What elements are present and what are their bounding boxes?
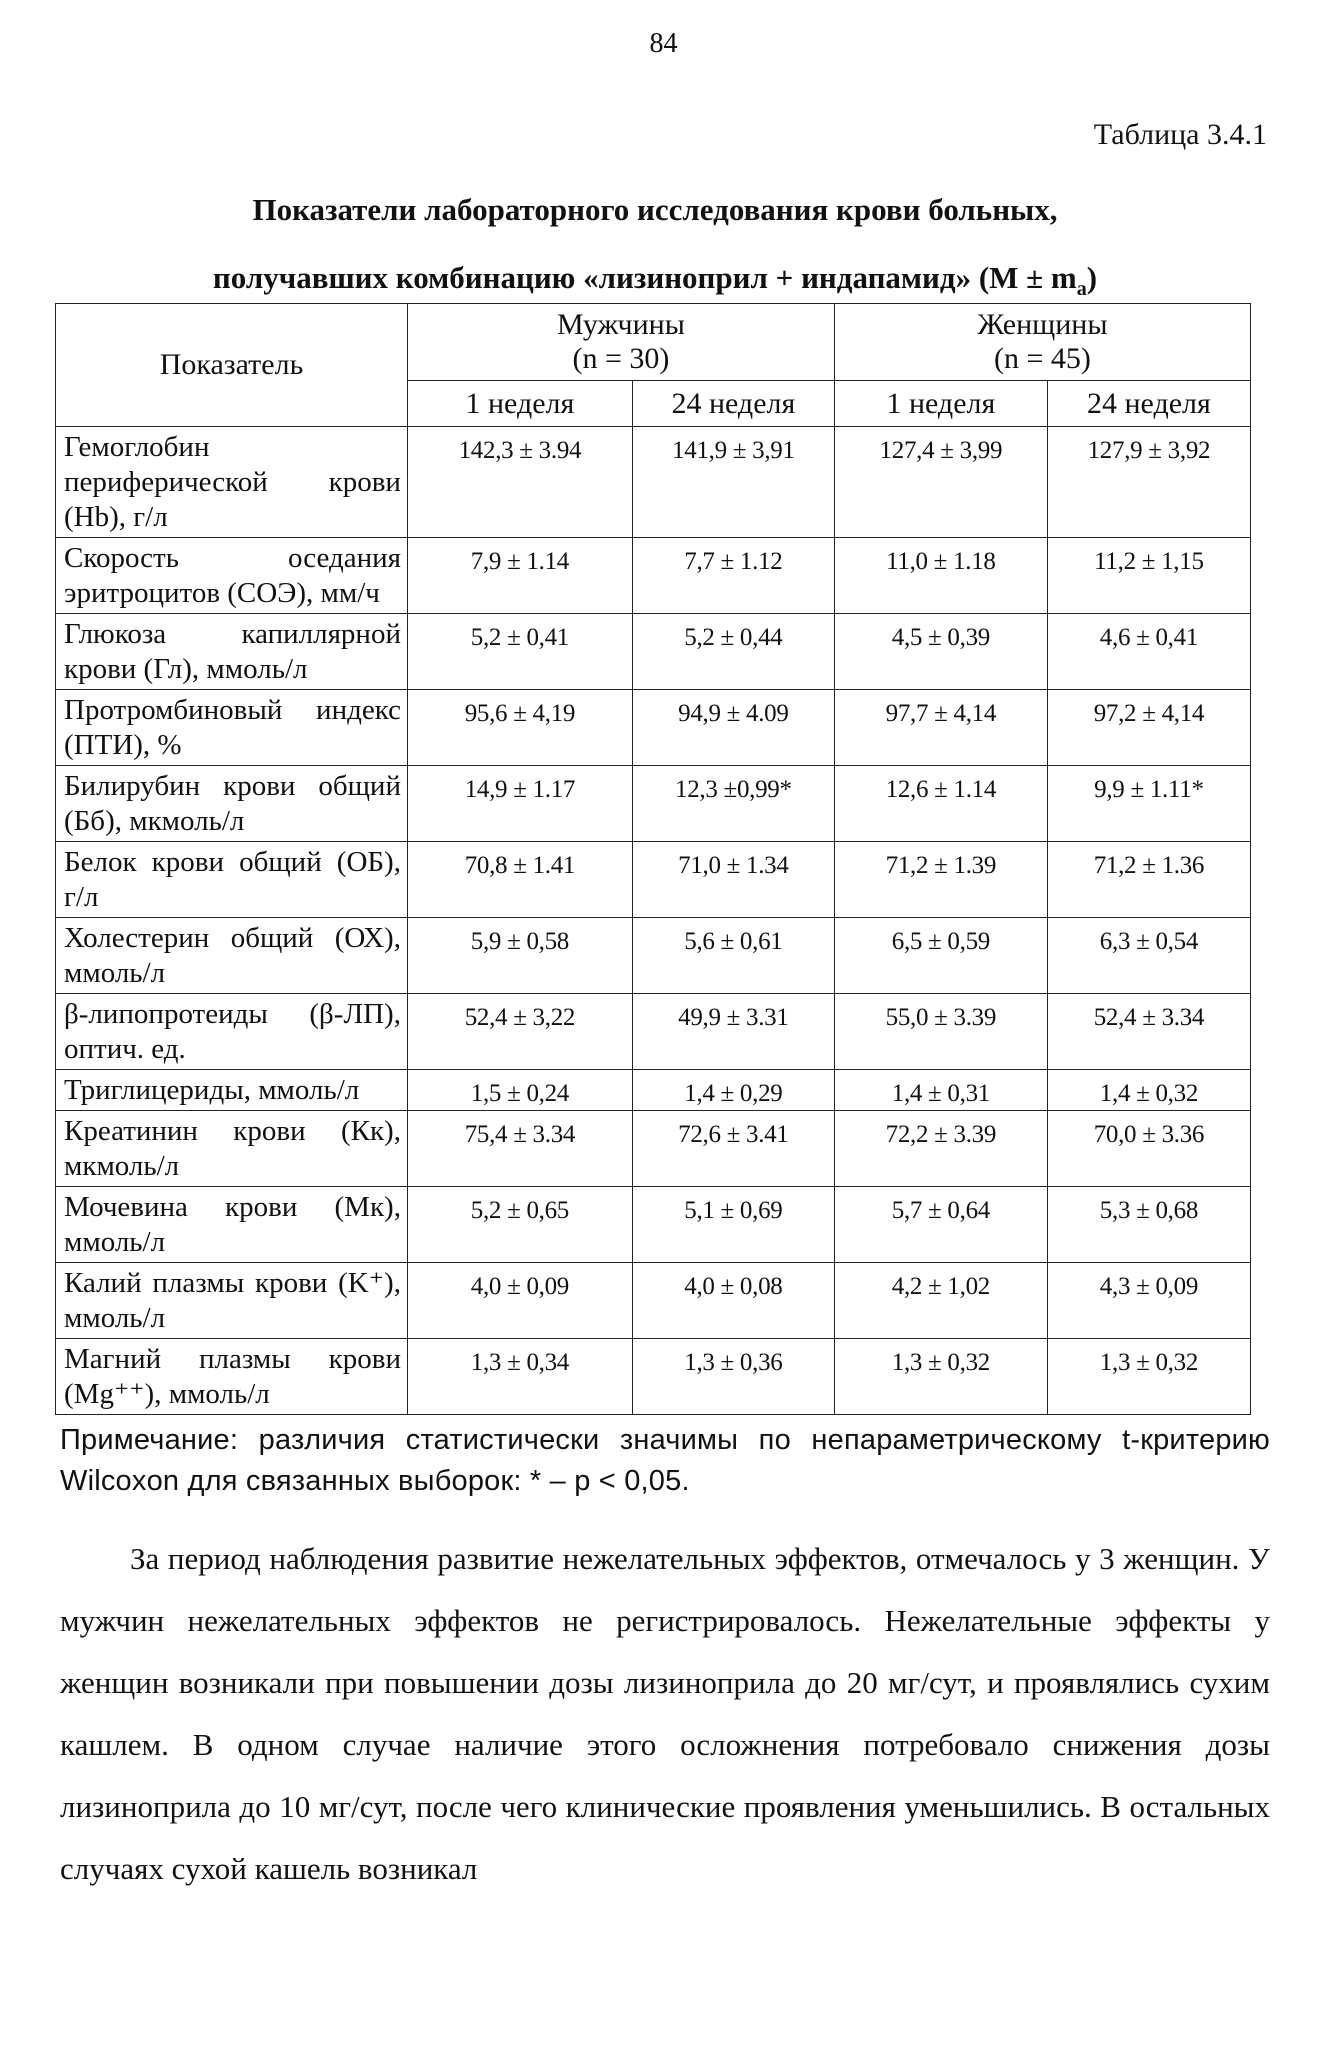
value-cell: 4,5 ± 0,39 <box>834 614 1047 690</box>
table-row <box>56 690 1251 766</box>
value-cell: 5,9 ± 0,58 <box>407 918 632 994</box>
value-cell: 70,8 ± 1.41 <box>407 842 632 918</box>
value-cell: 95,6 ± 4,19 <box>407 690 632 766</box>
value-cell: 97,7 ± 4,14 <box>834 690 1047 766</box>
value-cell: 1,3 ± 0,32 <box>834 1339 1047 1415</box>
table-body <box>56 427 1251 1415</box>
table-row <box>56 538 1251 614</box>
value-cell: 72,2 ± 3.39 <box>834 1111 1047 1187</box>
value-cell: 6,3 ± 0,54 <box>1047 918 1250 994</box>
indicator-cell: Глюкоза капиллярной крови (Гл), ммоль/л <box>56 614 408 690</box>
table-title-line-2-text: получавших комбинацию «лизиноприл + индапамид» (M ± m <box>212 260 1077 295</box>
value-cell: 12,3 ±0,99* <box>632 766 834 842</box>
table-row <box>56 1339 1251 1415</box>
indicator-cell: Холестерин общий (ОХ), ммоль/л <box>56 918 408 994</box>
value-cell: 4,3 ± 0,09 <box>1047 1263 1250 1339</box>
indicator-cell: Гемоглобин периферической крови (Hb), г/л <box>56 427 408 538</box>
table-title-subscript: a <box>1076 278 1087 301</box>
value-cell: 4,2 ± 1,02 <box>834 1263 1047 1339</box>
body-paragraph: За период наблюдения развитие нежелательных эффектов, отмечалось у 3 женщин. У мужчин нежелательных эффектов не регистрировалось. Нежелательные эффекты у женщин возникали при повышении дозы лизиноприла до 20 мг/сут, и проявлялись сухим кашлем. В одном случае наличие этого осложнения потребовало снижения дозы лизиноприла до 10 мг/сут, после чего клинические проявления уменьшились. В остальных случаях сухой кашель возникал <box>60 1541 1270 1886</box>
value-cell: 1,4 ± 0,29 <box>632 1070 834 1111</box>
table-title-line-1: Показатели лабораторного исследования крови больных, <box>252 192 1058 227</box>
value-cell: 11,2 ± 1,15 <box>1047 538 1250 614</box>
table-title <box>40 176 1270 323</box>
header-indicator: Показатель <box>56 304 408 427</box>
value-cell: 5,7 ± 0,64 <box>834 1187 1047 1263</box>
indicator-cell: Калий плазмы крови (K⁺), ммоль/л <box>56 1263 408 1339</box>
value-cell: 1,4 ± 0,31 <box>834 1070 1047 1111</box>
header-group-men-name: Мужчины <box>557 308 685 342</box>
table-row <box>56 994 1251 1070</box>
value-cell: 142,3 ± 3.94 <box>407 427 632 538</box>
value-cell: 1,3 ± 0,36 <box>632 1339 834 1415</box>
value-cell: 5,2 ± 0,44 <box>632 614 834 690</box>
table-row <box>56 1070 1251 1111</box>
value-cell: 55,0 ± 3.39 <box>834 994 1047 1070</box>
header-group-women-name: Женщины <box>977 308 1108 342</box>
header-group-men <box>407 304 834 381</box>
indicator-cell: Мочевина крови (Мк), ммоль/л <box>56 1187 408 1263</box>
table-row <box>56 1263 1251 1339</box>
table-row <box>56 614 1251 690</box>
value-cell: 4,0 ± 0,09 <box>407 1263 632 1339</box>
value-cell: 1,5 ± 0,24 <box>407 1070 632 1111</box>
value-cell: 94,9 ± 4.09 <box>632 690 834 766</box>
value-cell: 6,5 ± 0,59 <box>834 918 1047 994</box>
header-group-men-n: (n = 30) <box>572 342 670 376</box>
value-cell: 97,2 ± 4,14 <box>1047 690 1250 766</box>
indicator-cell: Магний плазмы крови (Mg⁺⁺), ммоль/л <box>56 1339 408 1415</box>
table-row <box>56 766 1251 842</box>
header-week: 24 неделя <box>1047 381 1250 427</box>
indicator-cell: β-липопротеиды (β-ЛП), оптич. ед. <box>56 994 408 1070</box>
value-cell: 71,2 ± 1.39 <box>834 842 1047 918</box>
indicator-cell: Протромбиновый индекс (ПТИ), % <box>56 690 408 766</box>
value-cell: 127,4 ± 3,99 <box>834 427 1047 538</box>
value-cell: 11,0 ± 1.18 <box>834 538 1047 614</box>
value-cell: 5,3 ± 0,68 <box>1047 1187 1250 1263</box>
value-cell: 12,6 ± 1.14 <box>834 766 1047 842</box>
value-cell: 1,3 ± 0,32 <box>1047 1339 1250 1415</box>
value-cell: 52,4 ± 3,22 <box>407 994 632 1070</box>
value-cell: 52,4 ± 3.34 <box>1047 994 1250 1070</box>
value-cell: 141,9 ± 3,91 <box>632 427 834 538</box>
indicator-cell: Триглицериды, ммоль/л <box>56 1070 408 1111</box>
indicator-cell: Скорость оседания эритроцитов (СОЭ), мм/ч <box>56 538 408 614</box>
value-cell: 5,2 ± 0,65 <box>407 1187 632 1263</box>
value-cell: 1,4 ± 0,32 <box>1047 1070 1250 1111</box>
indicator-cell: Креатинин крови (Кк), мкмоль/л <box>56 1111 408 1187</box>
lab-results-table <box>55 303 1251 1415</box>
table-row <box>56 427 1251 538</box>
header-week: 24 неделя <box>632 381 834 427</box>
value-cell: 7,7 ± 1.12 <box>632 538 834 614</box>
value-cell: 4,0 ± 0,08 <box>632 1263 834 1339</box>
value-cell: 14,9 ± 1.17 <box>407 766 632 842</box>
value-cell: 70,0 ± 3.36 <box>1047 1111 1250 1187</box>
table-note: Примечание: различия статистически значимы по непараметрическому t-критерию Wilcoxon для связанных выборок: * – p < 0,05. <box>60 1424 1270 1497</box>
page-number: 84 <box>649 28 678 59</box>
body-text <box>60 1528 1270 1900</box>
value-cell: 71,2 ± 1.36 <box>1047 842 1250 918</box>
value-cell: 5,1 ± 0,69 <box>632 1187 834 1263</box>
indicator-cell: Белок крови общий (ОБ), г/л <box>56 842 408 918</box>
value-cell: 1,3 ± 0,34 <box>407 1339 632 1415</box>
header-group-women-n: (n = 45) <box>994 342 1091 376</box>
value-cell: 5,6 ± 0,61 <box>632 918 834 994</box>
header-week: 1 неделя <box>834 381 1047 427</box>
value-cell: 71,0 ± 1.34 <box>632 842 834 918</box>
value-cell: 4,6 ± 0,41 <box>1047 614 1250 690</box>
table-label: Таблица 3.4.1 <box>1093 118 1267 151</box>
table-row <box>56 918 1251 994</box>
table-row <box>56 842 1251 918</box>
header-week: 1 неделя <box>407 381 632 427</box>
value-cell: 5,2 ± 0,41 <box>407 614 632 690</box>
value-cell: 127,9 ± 3,92 <box>1047 427 1250 538</box>
table-row <box>56 1187 1251 1263</box>
header-group-women <box>834 304 1250 381</box>
value-cell: 9,9 ± 1.11* <box>1047 766 1250 842</box>
value-cell: 7,9 ± 1.14 <box>407 538 632 614</box>
table-title-line-2-end: ) <box>1086 260 1098 295</box>
table-row <box>56 1111 1251 1187</box>
indicator-cell: Билирубин крови общий (Бб), мкмоль/л <box>56 766 408 842</box>
value-cell: 72,6 ± 3.41 <box>632 1111 834 1187</box>
value-cell: 49,9 ± 3.31 <box>632 994 834 1070</box>
value-cell: 75,4 ± 3.34 <box>407 1111 632 1187</box>
